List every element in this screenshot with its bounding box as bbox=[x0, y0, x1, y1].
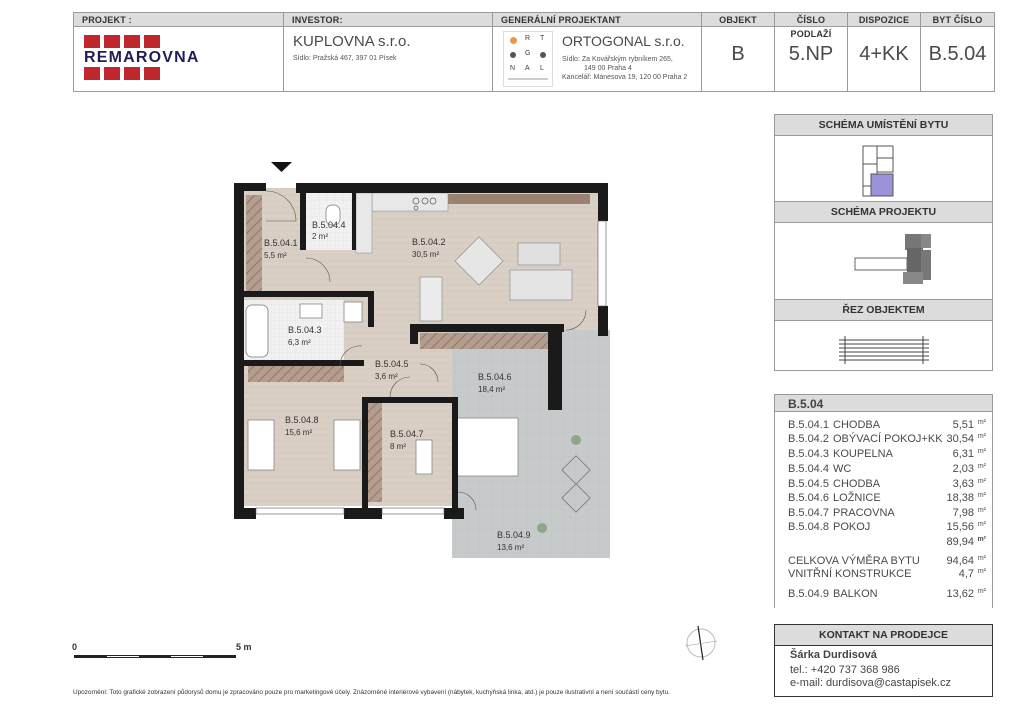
room-label-code: B.5.04.4 bbox=[312, 220, 346, 230]
washing-machine bbox=[344, 302, 362, 322]
north-arrow-icon bbox=[680, 622, 722, 664]
investor-cell bbox=[283, 13, 492, 91]
logo-dot-grey bbox=[510, 52, 516, 58]
wardrobe bbox=[368, 402, 382, 502]
room-name: KOUPELNA bbox=[833, 448, 893, 460]
room-area: 6,31 bbox=[952, 448, 974, 460]
room-area: 2,03 bbox=[952, 463, 974, 475]
room-label-area: 8 m² bbox=[390, 442, 406, 451]
subtotal-unit: m² bbox=[977, 536, 986, 543]
inner-constructions-row bbox=[788, 568, 986, 582]
investor-label: INVESTOR: bbox=[284, 13, 492, 27]
room-name: OBÝVACÍ POKOJ+KK bbox=[833, 433, 943, 445]
location-scheme-heading: SCHÉMA UMÍSTĚNÍ BYTU bbox=[775, 115, 992, 136]
layout-value: 4+KK bbox=[859, 43, 909, 65]
sofa bbox=[510, 270, 572, 300]
logo-letter-t: T bbox=[540, 35, 545, 42]
room-name: POKOJ bbox=[833, 521, 871, 533]
room-code: B.5.04.1 bbox=[788, 419, 829, 431]
floor-cell bbox=[774, 13, 847, 91]
room-label-area: 13,6 m² bbox=[497, 543, 525, 552]
inner-constructions-label: VNITŘNÍ KONSTRUKCE bbox=[788, 568, 912, 580]
room-label-area: 6,3 m² bbox=[288, 338, 311, 347]
room-code: B.5.04.8 bbox=[788, 521, 829, 533]
scale-bar bbox=[74, 655, 236, 658]
architect-address-line: 149 00 Praha 4 bbox=[584, 65, 632, 72]
entrance-arrow-icon bbox=[271, 162, 292, 172]
room-name: PRACOVNA bbox=[833, 507, 895, 519]
architect-label: GENERÁLNÍ PROJEKTANT bbox=[493, 13, 701, 27]
room-unit: m² bbox=[977, 521, 986, 528]
room-code: B.5.04.4 bbox=[788, 463, 829, 475]
room-area: 7,98 bbox=[952, 507, 974, 519]
contact-email[interactable]: e-mail: durdisova@castapisek.cz bbox=[790, 677, 951, 689]
subtotal-value: 89,94 bbox=[946, 536, 974, 548]
logo-letter-g: G bbox=[525, 50, 531, 57]
inner-constructions-unit: m² bbox=[977, 568, 986, 575]
room-row bbox=[788, 521, 986, 535]
contact-heading: KONTAKT NA PRODEJCE bbox=[775, 625, 992, 646]
objekt-value: B bbox=[731, 43, 745, 65]
wardrobe bbox=[248, 366, 344, 382]
bathtub bbox=[246, 305, 268, 357]
room-label-code: B.5.04.7 bbox=[390, 429, 424, 439]
logo-dot-grey bbox=[540, 52, 546, 58]
room-area: 18,38 bbox=[946, 492, 974, 504]
bed bbox=[334, 420, 360, 470]
wardrobe bbox=[246, 195, 262, 291]
room-unit: m² bbox=[977, 433, 986, 440]
room-row bbox=[788, 507, 986, 521]
room-unit: m² bbox=[977, 419, 986, 426]
total-area-value: 94,64 bbox=[946, 555, 974, 567]
inner-constructions-value: 4,7 bbox=[958, 568, 974, 580]
section-heading: ŘEZ OBJEKTEM bbox=[775, 299, 992, 321]
kitchen-counter bbox=[372, 193, 448, 211]
project-scheme-drawing bbox=[775, 222, 992, 300]
architect-name: ORTOGONAL s.r.o. bbox=[562, 33, 685, 49]
room-name: LOŽNICE bbox=[833, 492, 881, 504]
window bbox=[598, 221, 606, 306]
total-area-unit: m² bbox=[977, 555, 986, 562]
logo-dot-orange bbox=[510, 37, 517, 44]
room-table-header bbox=[774, 394, 993, 412]
investor-address: Sídlo: Pražská 467, 397 01 Písek bbox=[293, 55, 397, 62]
room-code: B.5.04.6 bbox=[788, 492, 829, 504]
title-block bbox=[73, 12, 995, 92]
room-label-area: 2 m² bbox=[312, 232, 328, 241]
floor-plan bbox=[230, 155, 620, 565]
room-label-code: B.5.04.6 bbox=[478, 372, 512, 382]
contact-name: Šárka Durdisová bbox=[790, 649, 877, 661]
room-code: B.5.04.3 bbox=[788, 448, 829, 460]
dining-table bbox=[420, 277, 442, 321]
room-row bbox=[788, 433, 986, 447]
room-row bbox=[788, 492, 986, 506]
scale-end-label: 5 m bbox=[236, 642, 252, 652]
subtotal-row bbox=[788, 536, 986, 550]
balcony-row bbox=[788, 588, 986, 602]
balcony-name: BALKON bbox=[833, 588, 878, 600]
room-unit: m² bbox=[977, 448, 986, 455]
disclaimer-note: Upozornění: Toto grafické zobrazení půdorysů domu je zpracováno pouze pro marketingové účely. Znázorněné interiérové vybavení (nábytek, kuchyňská linka, atd.) je pouze ilustrativní a není součástí ceny bytu. bbox=[73, 689, 670, 696]
balcony-floor-bottom bbox=[452, 505, 610, 558]
section-scheme-drawing bbox=[775, 320, 992, 370]
unit-title: B.5.04 bbox=[788, 397, 824, 411]
room-area: 30,54 bbox=[946, 433, 974, 445]
layout-label: DISPOZICE bbox=[848, 13, 920, 27]
project-scheme-heading: SCHÉMA PROJEKTU bbox=[775, 201, 992, 223]
room-row bbox=[788, 419, 986, 433]
layout-cell bbox=[847, 13, 920, 91]
room-label-code: B.5.04.3 bbox=[288, 325, 322, 335]
total-area-row bbox=[788, 555, 986, 569]
logo-tagline-line bbox=[508, 78, 548, 80]
unit-value: B.5.04 bbox=[928, 43, 987, 65]
architect-address bbox=[562, 55, 687, 82]
logo-letter-a: A bbox=[525, 65, 530, 72]
architect-cell bbox=[492, 13, 701, 91]
project-scheme bbox=[775, 222, 992, 300]
room-area: 5,51 bbox=[952, 419, 974, 431]
objekt-label: OBJEKT bbox=[702, 13, 774, 27]
room-label-area: 30,5 m² bbox=[412, 250, 440, 259]
desk bbox=[416, 440, 432, 474]
balcony-value: 13,62 bbox=[946, 588, 974, 600]
scale-start-label: 0 bbox=[72, 642, 78, 652]
room-unit: m² bbox=[977, 478, 986, 485]
contact-phone[interactable]: tel.: +420 737 368 986 bbox=[790, 664, 900, 676]
logo-letter-l: L bbox=[540, 65, 544, 72]
room-area: 15,56 bbox=[946, 521, 974, 533]
balcony-unit: m² bbox=[977, 588, 986, 595]
room-row bbox=[788, 463, 986, 477]
shelf bbox=[448, 194, 590, 204]
room-code: B.5.04.7 bbox=[788, 507, 829, 519]
logo-letter-r: R bbox=[525, 35, 531, 42]
wardrobe bbox=[420, 333, 548, 349]
section-scheme bbox=[775, 320, 992, 370]
plant-icon bbox=[537, 523, 547, 533]
room-label-code: B.5.04.9 bbox=[497, 530, 531, 540]
remarovna-logo-text: REMAROVNA bbox=[84, 49, 203, 67]
ortogonal-logo bbox=[503, 31, 553, 87]
room-label-code: B.5.04.5 bbox=[375, 359, 409, 369]
architect-address-line: Sídlo: Za Kovářským rybníkem 265, bbox=[562, 56, 673, 63]
room-label-area: 3,6 m² bbox=[375, 372, 398, 381]
investor-name: KUPLOVNA s.r.o. bbox=[293, 33, 411, 50]
balcony-code: B.5.04.9 bbox=[788, 588, 829, 600]
room-code: B.5.04.5 bbox=[788, 478, 829, 490]
total-area-label: CELKOVA VÝMĚRA BYTU bbox=[788, 555, 920, 567]
room-label-area: 18,4 m² bbox=[478, 385, 506, 394]
coffee-table bbox=[518, 243, 560, 265]
objekt-cell bbox=[701, 13, 774, 91]
unit-cell bbox=[920, 13, 994, 91]
kitchen-counter-side bbox=[356, 193, 372, 253]
contact-panel bbox=[774, 624, 993, 697]
room-name: CHODBA bbox=[833, 478, 881, 490]
room-row bbox=[788, 448, 986, 462]
architect-office-line: Kancelář: Mánesova 19, 120 00 Praha 2 bbox=[562, 74, 688, 81]
room-name: WC bbox=[833, 463, 852, 475]
room-area: 3,63 bbox=[952, 478, 974, 490]
room-label-area: 15,6 m² bbox=[285, 428, 313, 437]
room-label-area: 5,5 m² bbox=[264, 251, 287, 260]
room-label-code: B.5.04.2 bbox=[412, 237, 446, 247]
room-label-code: B.5.04.8 bbox=[285, 415, 319, 425]
room-row bbox=[788, 478, 986, 492]
schemes-panel bbox=[774, 114, 993, 371]
floor-value: 5.NP bbox=[788, 43, 834, 65]
room-name: CHODBA bbox=[833, 419, 881, 431]
project-label: PROJEKT : bbox=[74, 13, 283, 27]
project-cell bbox=[74, 13, 283, 91]
room-unit: m² bbox=[977, 507, 986, 514]
sink bbox=[300, 304, 322, 318]
unit-label: BYT ČÍSLO bbox=[921, 13, 994, 27]
logo-letter-n: N bbox=[510, 65, 516, 72]
window bbox=[256, 508, 344, 514]
location-scheme bbox=[775, 135, 992, 201]
room-unit: m² bbox=[977, 492, 986, 499]
room-label-code: B.5.04.1 bbox=[264, 238, 298, 248]
window bbox=[382, 508, 444, 514]
bed bbox=[248, 420, 274, 470]
room-unit: m² bbox=[977, 463, 986, 470]
floor-label: ČÍSLO PODLAŽÍ bbox=[775, 13, 847, 27]
room-code: B.5.04.2 bbox=[788, 433, 829, 445]
location-scheme-drawing bbox=[775, 135, 992, 201]
double-bed bbox=[456, 418, 518, 476]
plant-icon bbox=[571, 435, 581, 445]
